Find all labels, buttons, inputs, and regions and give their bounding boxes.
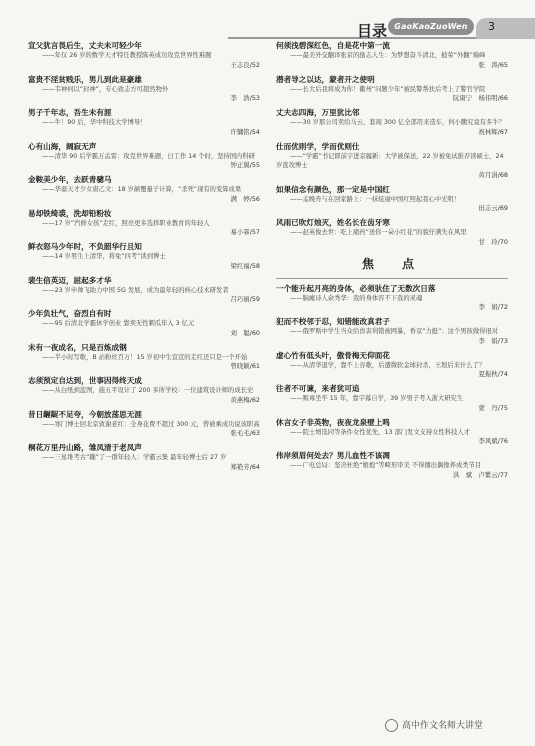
entry-description: ——长大后我将成为你！衢州“问题少年”被民警帮扶后考上了警官学院 (290, 85, 486, 93)
entry-description: ——院士增选同等条件女性优先，13 部门发文支持女性科技人才 (290, 428, 471, 436)
entry-author-page: 李 娟/73 (478, 336, 508, 345)
entry-title: 潜者导之以达，蒙者开之使明 (276, 74, 375, 84)
entry-author-page: 张 涛/65 (478, 60, 508, 69)
toc-entry[interactable] (28, 275, 260, 305)
toc-entry[interactable] (28, 375, 260, 405)
entry-description: ——23 岁申帅飞助力中国 5G 发展，成为最年轻的核心技术研发者 (42, 286, 229, 294)
page-number-tab (476, 18, 535, 39)
entry-author-page: 刘 聪/60 (230, 328, 260, 337)
entry-author-page: 洪 斌 卢紫云/77 (452, 470, 508, 479)
entry-title: 桐花万里丹山路，雏凤清于老凤声 (28, 443, 142, 452)
entry-description: ——三星堆考古“蹦”了一群年轻人：学霸云集 最年轻博士后 27 岁 (42, 454, 227, 461)
entry-author-page: 吕巧丽/59 (230, 295, 260, 303)
toc-entry[interactable] (28, 409, 260, 439)
toc-entry[interactable] (28, 208, 260, 238)
entry-author-page: 田志云/69 (478, 204, 508, 212)
toc-entry[interactable] (276, 383, 508, 413)
entry-title: 风雨已吹灯烛灭，姓名长在齿牙寒 (276, 218, 390, 227)
entry-author-page: 满 婷/56 (230, 194, 260, 203)
entry-title: 未有一夜成名，只是百炼成钢 (28, 342, 127, 352)
entry-title: 伟岸须眉何处去？男儿血性不该凋 (276, 451, 390, 460)
toc-entry[interactable] (276, 283, 508, 313)
entry-title: 往者不可谏，来者犹可追 (276, 384, 360, 393)
toc-entry[interactable] (28, 342, 260, 372)
page-title: 目录 (357, 22, 388, 40)
entry-author-page: 郑艳芳/64 (230, 462, 260, 471)
entry-title: 富贵不淫贫贱乐，男儿到此是豪雄 (28, 74, 142, 84)
entry-description: ——牛！90 后，华中科技大学博导！ (42, 119, 147, 126)
entry-author-page: 许镛铭/54 (230, 127, 260, 136)
toc-entry[interactable] (276, 450, 508, 480)
entry-author-page: 易小霏/57 (230, 228, 260, 236)
entry-title: 男子千年志，吾生未有涯 (28, 108, 112, 117)
toc-entry[interactable] (28, 74, 260, 104)
entry-author-page: 李风斌/76 (478, 437, 508, 445)
wechat-icon (385, 719, 398, 732)
entry-title: 志须预定自达到，世事因得终天成 (28, 376, 142, 385)
focus-section-rule (276, 278, 508, 279)
toc-entry[interactable] (28, 141, 260, 171)
entry-author-page: 李 娟/72 (478, 303, 508, 311)
toc-entry[interactable] (28, 308, 260, 338)
entry-description: ——韦神何以“封神”，专心致志方可超然物外 (42, 85, 169, 93)
toc-entry[interactable] (276, 316, 508, 346)
focus-section-title: 焦 点 (361, 256, 422, 271)
entry-description: ——寒门博士回北京致谢老红：全身花费不超过 300 元，曾被乘成功说该职高 (42, 420, 260, 428)
entry-description: ——最美外交翻译张京的励志人生：为梦想奋斗清北，披荣“外翻”巅峰 (290, 52, 486, 59)
entry-description: ——从清华退学，靠不上谷歌，后遭微软金球封杀，王垠后来什么了？ (290, 361, 486, 369)
toc-entry[interactable] (28, 241, 260, 271)
toc-entry[interactable] (276, 107, 508, 137)
entry-title: 裴生倍英迈，屈起多才华 (28, 275, 112, 285)
entry-title: 金鞍美少年，去跃青骢马 (28, 175, 112, 184)
toc-entry[interactable] (276, 417, 508, 447)
entry-description: ——脑瘫诗人余秀华：我的身体容不下我的灵魂 (290, 294, 423, 302)
left-column (28, 40, 260, 476)
watermark-text: 高中作文名师大讲堂 (402, 721, 484, 731)
entry-description: ——俄罗斯中学生当众给兽害利错被网暴，香京“力挺”：这个男孩做得很对 (290, 328, 499, 335)
entry-description: ——清华 90 后学霸万孟雷：攻克世界难题，日工作 14 个时，坚持国内科研 (42, 152, 255, 160)
entry-description: ——广电总局：坚决杜绝“娘炮”等畸形审美 不得播出偶像养成类节目 (290, 462, 482, 469)
toc-entry[interactable] (28, 442, 260, 472)
entry-title: 鲜衣怒马少年时，不负韶华行且知 (28, 242, 142, 251)
entry-description: ——从白纸到蓝图，施五平设计了 200 多所学校：一位建筑设计师的成长史 (42, 387, 254, 394)
entry-description: ——华裔天才少女唐乙文：18 岁颠覆量子计算，“杀死”现有的变算成果 (42, 186, 242, 193)
entry-title: 一个能升起月亮的身体，必须驮住了无数次日落 (276, 283, 436, 293)
page-number: 3 (488, 20, 495, 33)
entry-title: 虚心竹有低头叶，傲骨梅无仰面花 (276, 350, 390, 360)
entry-description: ——“学霸”书记即前宇进京履新：大学被保送，22 岁被免试推荐读硕士，24 岁直攻博士 (276, 152, 504, 169)
entry-title: 仕而优则学，学而优则仕 (276, 141, 360, 151)
entry-author-page: 夏振秋/74 (478, 370, 508, 378)
entry-author-page: 钟正翼/55 (230, 161, 260, 169)
toc-entry[interactable] (28, 107, 260, 137)
entry-author-page: 王志良/52 (230, 60, 260, 69)
right-column (276, 40, 508, 484)
entry-description: ——年仅 26 岁的数学天才特任教授陈英成功攻克世界性难题 (42, 52, 212, 59)
entry-description: ——95 后清北学霸休学创业 靠卖无性刺瓜年入 3 亿元 (42, 320, 195, 327)
entry-author-page: 黄月涓/68 (478, 170, 508, 179)
entry-author-page: 曾晓颖/61 (230, 362, 260, 370)
entry-author-page: 阮康宁 杨伟明/66 (452, 94, 508, 102)
header-subtitle-badge: GaoKaoZuoWen (388, 18, 474, 35)
entry-title: 昔日龌龊不足夸，今朝放荡思无涯 (28, 409, 142, 419)
toc-entry[interactable] (276, 217, 508, 247)
toc-entry[interactable] (276, 74, 508, 104)
entry-description: ——14 岁男生上清华，将免“四考”读到博士 (42, 253, 166, 260)
entry-description: ——30 岁那公司卖给马云，套现 300 亿全部用来造车，何小鹏究竟有多牛？ (290, 119, 505, 126)
entry-title: 犯而不校邻于忍，知错能改真君子 (276, 317, 390, 326)
entry-title: 如果信念有颜色，那一定是中国红 (276, 184, 390, 194)
entry-title: 心有山海，阔寂无声 (28, 141, 97, 151)
entry-title: 休言女子非英物，夜夜龙泉壁上鸣 (276, 417, 390, 427)
toc-entry[interactable] (28, 40, 260, 70)
entry-author-page: 蒙 丹/75 (478, 403, 508, 412)
toc-entry[interactable] (276, 350, 508, 380)
entry-author-page: 祝林辉/67 (478, 127, 508, 136)
entry-author-page: 张毛毛/63 (230, 429, 260, 437)
toc-entry[interactable] (276, 184, 508, 214)
entry-title: 何须浅碧深红色，自是花中第一流 (276, 41, 390, 50)
toc-entry[interactable] (28, 174, 260, 204)
entry-title: 少年负壮气，奋烈自有时 (28, 309, 112, 318)
entry-title: 易却铁绮裘，洗却铅粉妆 (28, 208, 112, 218)
entry-author-page: 甘 玲/70 (478, 237, 508, 246)
entry-description: ——赵英俊去世：吃上痛药“送你一朵小红花”的貌仔满失在风里 (290, 229, 467, 236)
entry-description: ——贩毒坐牢 15 年，靠字幕自学，39 岁男子考入浙大研究生 (290, 395, 464, 402)
entry-description: ——半小时写歌，B 站粉丝百万！15 岁初中生宣宣的走红还只是一个开始 (42, 353, 248, 361)
entry-description: ——孟晚舟与在回家路上：一抹炫丽中国红照起我心中光明！ (290, 195, 461, 203)
toc-entry[interactable] (276, 141, 508, 180)
entry-author-page: 黄燕梅/62 (230, 395, 260, 404)
entry-author-page: 梁红福/58 (230, 261, 260, 270)
entry-title: 丈夫志四海，万里犹比邻 (276, 108, 360, 117)
entry-description: ——17 岁“汽修女孩”走红，照亮更多选择职业教育的年轻人 (42, 219, 210, 227)
toc-entry[interactable] (276, 40, 508, 70)
watermark (385, 718, 483, 732)
entry-title: 宣父犹言畏后生，丈夫未可轻少年 (28, 41, 142, 50)
entry-author-page: 李 浩/53 (230, 94, 260, 102)
